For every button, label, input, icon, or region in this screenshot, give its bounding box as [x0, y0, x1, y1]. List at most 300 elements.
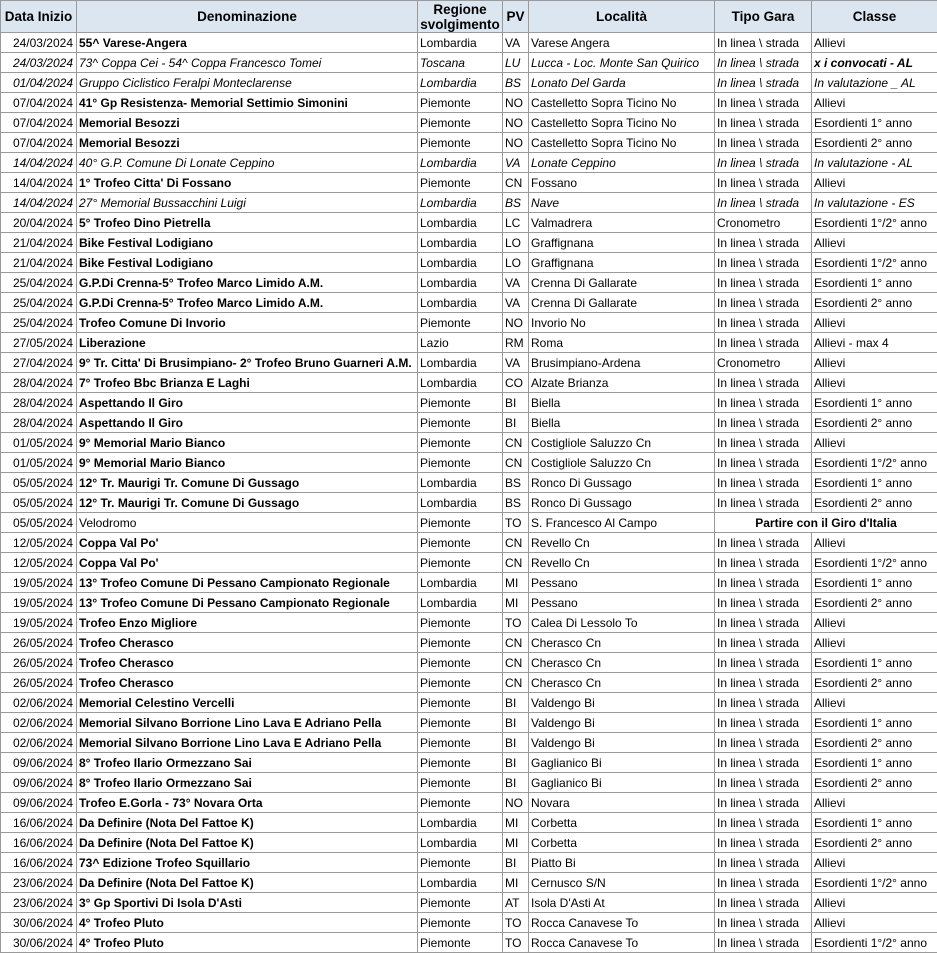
cell-data-inizio: 28/04/2024	[1, 373, 77, 393]
cell-regione: Piemonte	[418, 533, 503, 553]
table-row	[1, 333, 937, 353]
cell-denominazione: 13° Trofeo Comune Di Pessano Campionato Regionale	[77, 573, 418, 593]
cell-denominazione: Aspettando Il Giro	[77, 413, 418, 433]
cell-regione: Lombardia	[418, 273, 503, 293]
cell-classe: Allievi	[812, 373, 937, 393]
cell-regione: Piemonte	[418, 453, 503, 473]
cell-localita: Cherasco Cn	[529, 673, 715, 693]
cell-localita: Biella	[529, 413, 715, 433]
cell-classe: x i convocati - AL	[812, 53, 937, 73]
cell-pv: TO	[503, 913, 529, 933]
cell-pv: NO	[503, 133, 529, 153]
cell-localita: Invorio No	[529, 313, 715, 333]
cell-localita: Costigliole Saluzzo Cn	[529, 453, 715, 473]
header-pv: PV	[503, 1, 529, 33]
cell-pv: BI	[503, 853, 529, 873]
cell-data-inizio: 01/05/2024	[1, 453, 77, 473]
cell-denominazione: 4° Trofeo Pluto	[77, 933, 418, 953]
cell-denominazione: 9° Tr. Citta' Di Brusimpiano- 2° Trofeo Bruno Guarneri A.M.	[77, 353, 418, 373]
cell-regione: Piemonte	[418, 933, 503, 953]
cell-regione: Lazio	[418, 333, 503, 353]
cell-tipo-gara: In linea \ strada	[715, 693, 812, 713]
cell-pv: MI	[503, 813, 529, 833]
cell-data-inizio: 09/06/2024	[1, 753, 77, 773]
cell-tipo-gara: In linea \ strada	[715, 773, 812, 793]
cell-regione: Piemonte	[418, 713, 503, 733]
cell-tipo-gara: In linea \ strada	[715, 733, 812, 753]
cell-classe: Allievi	[812, 353, 937, 373]
cell-pv: BI	[503, 713, 529, 733]
cell-denominazione: 7° Trofeo Bbc Brianza E Laghi	[77, 373, 418, 393]
table-row	[1, 233, 937, 253]
cell-denominazione: Liberazione	[77, 333, 418, 353]
cell-regione: Piemonte	[418, 313, 503, 333]
cell-pv: LC	[503, 213, 529, 233]
cell-regione: Piemonte	[418, 733, 503, 753]
cell-denominazione: Aspettando Il Giro	[77, 393, 418, 413]
cell-pv: MI	[503, 573, 529, 593]
cell-data-inizio: 23/06/2024	[1, 893, 77, 913]
cell-regione: Piemonte	[418, 693, 503, 713]
cell-denominazione: Memorial Besozzi	[77, 133, 418, 153]
cell-tipo-gara: In linea \ strada	[715, 233, 812, 253]
cell-localita: Cherasco Cn	[529, 653, 715, 673]
cell-tipo-gara: Cronometro	[715, 353, 812, 373]
cell-classe: Allievi	[812, 633, 937, 653]
cell-classe: Esordienti 1°/2° anno	[812, 453, 937, 473]
cell-tipo-gara: In linea \ strada	[715, 913, 812, 933]
table-row	[1, 753, 937, 773]
table-row	[1, 493, 937, 513]
cell-localita: Castelletto Sopra Ticino No	[529, 133, 715, 153]
cell-classe: Allievi	[812, 613, 937, 633]
cell-regione: Piemonte	[418, 173, 503, 193]
cell-data-inizio: 14/04/2024	[1, 193, 77, 213]
table-row	[1, 573, 937, 593]
cell-regione: Lombardia	[418, 33, 503, 53]
table-row	[1, 833, 937, 853]
cell-tipo-gara: In linea \ strada	[715, 453, 812, 473]
cell-tipo-gara: In linea \ strada	[715, 413, 812, 433]
cell-pv: VA	[503, 293, 529, 313]
cell-data-inizio: 16/06/2024	[1, 813, 77, 833]
cell-data-inizio: 19/05/2024	[1, 573, 77, 593]
table-row	[1, 173, 937, 193]
cell-data-inizio: 01/04/2024	[1, 73, 77, 93]
cell-regione: Piemonte	[418, 393, 503, 413]
cell-localita: Rocca Canavese To	[529, 933, 715, 953]
cell-localita: Ronco Di Gussago	[529, 493, 715, 513]
cell-data-inizio: 14/04/2024	[1, 173, 77, 193]
table-row	[1, 393, 937, 413]
cell-denominazione: 12° Tr. Maurigi Tr. Comune Di Gussago	[77, 473, 418, 493]
table-row	[1, 533, 937, 553]
cell-localita: S. Francesco Al Campo	[529, 513, 715, 533]
cell-denominazione: Trofeo Cherasco	[77, 673, 418, 693]
table-row	[1, 553, 937, 573]
cell-data-inizio: 25/04/2024	[1, 273, 77, 293]
cell-regione: Lombardia	[418, 253, 503, 273]
cell-regione: Piemonte	[418, 793, 503, 813]
cell-localita: Piatto Bi	[529, 853, 715, 873]
cell-regione: Lombardia	[418, 873, 503, 893]
cell-denominazione: 13° Trofeo Comune Di Pessano Campionato Regionale	[77, 593, 418, 613]
cell-data-inizio: 24/03/2024	[1, 33, 77, 53]
table-row	[1, 353, 937, 373]
cell-classe: Esordienti 2° anno	[812, 493, 937, 513]
cell-classe: Esordienti 1°/2° anno	[812, 933, 937, 953]
cell-classe: In valutazione _ AL	[812, 73, 937, 93]
cell-pv: TO	[503, 613, 529, 633]
table-row	[1, 693, 937, 713]
cell-tipo-gara: In linea \ strada	[715, 273, 812, 293]
cell-pv: CN	[503, 633, 529, 653]
cell-tipo-gara: In linea \ strada	[715, 713, 812, 733]
table-row	[1, 733, 937, 753]
cell-classe: In valutazione - ES	[812, 193, 937, 213]
cell-data-inizio: 07/04/2024	[1, 113, 77, 133]
cell-data-inizio: 05/05/2024	[1, 473, 77, 493]
cell-tipo-gara: In linea \ strada	[715, 133, 812, 153]
cell-data-inizio: 27/05/2024	[1, 333, 77, 353]
cell-tipo-gara: In linea \ strada	[715, 753, 812, 773]
cell-regione: Piemonte	[418, 413, 503, 433]
cell-denominazione: 40° G.P. Comune Di Lonate Ceppino	[77, 153, 418, 173]
cell-denominazione: 4° Trofeo Pluto	[77, 913, 418, 933]
cell-pv: RM	[503, 333, 529, 353]
header-localita: Località	[529, 1, 715, 33]
table-row	[1, 273, 937, 293]
cell-tipo-gara: In linea \ strada	[715, 853, 812, 873]
cell-data-inizio: 09/06/2024	[1, 793, 77, 813]
table-row	[1, 473, 937, 493]
cell-data-inizio: 09/06/2024	[1, 773, 77, 793]
cell-regione: Piemonte	[418, 753, 503, 773]
cell-localita: Roma	[529, 333, 715, 353]
cell-tipo-gara: In linea \ strada	[715, 493, 812, 513]
cell-tipo-gara: In linea \ strada	[715, 333, 812, 353]
cell-localita: Alzate Brianza	[529, 373, 715, 393]
cell-data-inizio: 20/04/2024	[1, 213, 77, 233]
cell-tipo-gara: In linea \ strada	[715, 253, 812, 273]
cell-regione: Lombardia	[418, 373, 503, 393]
cell-pv: BI	[503, 393, 529, 413]
cell-regione: Piemonte	[418, 673, 503, 693]
cell-denominazione: 8° Trofeo Ilario Ormezzano Sai	[77, 773, 418, 793]
cell-denominazione: 27° Memorial Bussacchini Luigi	[77, 193, 418, 213]
cell-tipo-gara: In linea \ strada	[715, 93, 812, 113]
cell-data-inizio: 21/04/2024	[1, 253, 77, 273]
cell-classe: Allievi	[812, 533, 937, 553]
table-row	[1, 153, 937, 173]
cell-tipo-gara: In linea \ strada	[715, 293, 812, 313]
header-data-inizio: Data Inizio	[1, 1, 77, 33]
cell-classe: Allievi	[812, 913, 937, 933]
table-row	[1, 193, 937, 213]
cell-regione: Piemonte	[418, 773, 503, 793]
cell-pv: LO	[503, 253, 529, 273]
cell-classe: Esordienti 1° anno	[812, 393, 937, 413]
cell-regione: Toscana	[418, 53, 503, 73]
cell-denominazione: 1° Trofeo Citta' Di Fossano	[77, 173, 418, 193]
cell-data-inizio: 02/06/2024	[1, 733, 77, 753]
table-row	[1, 73, 937, 93]
cell-regione: Piemonte	[418, 653, 503, 673]
cell-tipo-gara: In linea \ strada	[715, 553, 812, 573]
cell-classe: Allievi	[812, 313, 937, 333]
cell-data-inizio: 26/05/2024	[1, 653, 77, 673]
cell-tipo-gara: In linea \ strada	[715, 393, 812, 413]
cell-pv: CN	[503, 453, 529, 473]
table-row	[1, 253, 937, 273]
cell-pv: AT	[503, 893, 529, 913]
cell-localita: Biella	[529, 393, 715, 413]
cell-pv: TO	[503, 933, 529, 953]
cell-data-inizio: 02/06/2024	[1, 693, 77, 713]
cell-denominazione: Da Definire (Nota Del Fattoe K)	[77, 833, 418, 853]
cell-localita: Fossano	[529, 173, 715, 193]
cell-denominazione: 12° Tr. Maurigi Tr. Comune Di Gussago	[77, 493, 418, 513]
table-row	[1, 113, 937, 133]
cell-classe: Esordienti 2° anno	[812, 293, 937, 313]
cell-data-inizio: 12/05/2024	[1, 553, 77, 573]
cell-classe: Esordienti 1° anno	[812, 813, 937, 833]
cell-tipo-gara: In linea \ strada	[715, 73, 812, 93]
cell-localita: Calea Di Lessolo To	[529, 613, 715, 633]
cell-data-inizio: 07/04/2024	[1, 133, 77, 153]
cell-tipo-gara: In linea \ strada	[715, 573, 812, 593]
table-row	[1, 93, 937, 113]
cell-denominazione: Trofeo Enzo Migliore	[77, 613, 418, 633]
cell-regione: Lombardia	[418, 193, 503, 213]
cell-localita: Cernusco S/N	[529, 873, 715, 893]
table-row	[1, 513, 937, 533]
cell-denominazione: 9° Memorial Mario Bianco	[77, 433, 418, 453]
table-row	[1, 633, 937, 653]
cell-pv: VA	[503, 153, 529, 173]
cell-localita: Valmadrera	[529, 213, 715, 233]
cell-denominazione: Bike Festival Lodigiano	[77, 253, 418, 273]
cell-data-inizio: 28/04/2024	[1, 413, 77, 433]
cell-regione: Lombardia	[418, 493, 503, 513]
cell-classe: Allievi	[812, 693, 937, 713]
cell-classe: Esordienti 1° anno	[812, 713, 937, 733]
cell-pv: BI	[503, 733, 529, 753]
cell-denominazione: 73^ Edizione Trofeo Squillario	[77, 853, 418, 873]
cell-tipo-gara: In linea \ strada	[715, 813, 812, 833]
cell-denominazione: 73^ Coppa Cei - 54^ Coppa Francesco Tomei	[77, 53, 418, 73]
cell-pv: VA	[503, 353, 529, 373]
header-denominazione: Denominazione	[77, 1, 418, 33]
cell-data-inizio: 19/05/2024	[1, 613, 77, 633]
cell-classe: Allievi	[812, 433, 937, 453]
cell-classe: Esordienti 1°/2° anno	[812, 873, 937, 893]
cell-localita: Castelletto Sopra Ticino No	[529, 113, 715, 133]
cell-regione: Piemonte	[418, 433, 503, 453]
cell-pv: BI	[503, 693, 529, 713]
table-row	[1, 453, 937, 473]
cell-localita: Isola D'Asti At	[529, 893, 715, 913]
cell-localita: Lonate Ceppino	[529, 153, 715, 173]
table-row	[1, 933, 937, 953]
cell-data-inizio: 21/04/2024	[1, 233, 77, 253]
cell-data-inizio: 25/04/2024	[1, 293, 77, 313]
cell-pv: NO	[503, 113, 529, 133]
cell-denominazione: Memorial Besozzi	[77, 113, 418, 133]
cell-localita: Corbetta	[529, 813, 715, 833]
header-row	[1, 1, 937, 33]
cell-regione: Lombardia	[418, 573, 503, 593]
cell-classe: Esordienti 1°/2° anno	[812, 553, 937, 573]
cell-regione: Piemonte	[418, 113, 503, 133]
cell-localita: Castelletto Sopra Ticino No	[529, 93, 715, 113]
cell-regione: Lombardia	[418, 293, 503, 313]
cell-pv: LO	[503, 233, 529, 253]
cell-data-inizio: 05/05/2024	[1, 493, 77, 513]
cell-regione: Lombardia	[418, 353, 503, 373]
table-row	[1, 893, 937, 913]
cell-denominazione: Memorial Silvano Borrione Lino Lava E Adriano Pella	[77, 733, 418, 753]
cell-regione: Lombardia	[418, 73, 503, 93]
cell-pv: CN	[503, 653, 529, 673]
cell-denominazione: Memorial Silvano Borrione Lino Lava E Adriano Pella	[77, 713, 418, 733]
table-row	[1, 33, 937, 53]
cell-regione: Lombardia	[418, 593, 503, 613]
cell-classe: Esordienti 1° anno	[812, 573, 937, 593]
cell-pv: NO	[503, 313, 529, 333]
cell-classe: Allievi - max 4	[812, 333, 937, 353]
cell-data-inizio: 07/04/2024	[1, 93, 77, 113]
cell-localita: Pessano	[529, 573, 715, 593]
cell-pv: TO	[503, 513, 529, 533]
cell-denominazione: 5° Trofeo Dino Pietrella	[77, 213, 418, 233]
table-row	[1, 773, 937, 793]
cell-denominazione: Bike Festival Lodigiano	[77, 233, 418, 253]
cell-pv: MI	[503, 833, 529, 853]
cell-denominazione: Velodromo	[77, 513, 418, 533]
table-row	[1, 713, 937, 733]
cell-localita: Lonato Del Garda	[529, 73, 715, 93]
cell-localita: Revello Cn	[529, 553, 715, 573]
cell-localita: Brusimpiano-Ardena	[529, 353, 715, 373]
table-row	[1, 313, 937, 333]
cell-regione: Piemonte	[418, 913, 503, 933]
table-row	[1, 293, 937, 313]
cell-denominazione: 8° Trofeo Ilario Ormezzano Sai	[77, 753, 418, 773]
cell-tipo-gara: In linea \ strada	[715, 793, 812, 813]
cell-classe: Esordienti 1°/2° anno	[812, 253, 937, 273]
cell-pv: LU	[503, 53, 529, 73]
cell-tipo-gara: In linea \ strada	[715, 33, 812, 53]
cell-classe: Esordienti 1° anno	[812, 653, 937, 673]
table-row	[1, 53, 937, 73]
cell-data-inizio: 30/06/2024	[1, 933, 77, 953]
cell-tipo-gara: In linea \ strada	[715, 113, 812, 133]
cell-classe: Allievi	[812, 33, 937, 53]
cell-pv: CN	[503, 173, 529, 193]
cell-localita: Graffignana	[529, 233, 715, 253]
cell-classe: Esordienti 1° anno	[812, 113, 937, 133]
cell-classe: Allievi	[812, 853, 937, 873]
cell-denominazione: Memorial Celestino Vercelli	[77, 693, 418, 713]
cell-localita: Rocca Canavese To	[529, 913, 715, 933]
cell-localita: Revello Cn	[529, 533, 715, 553]
cell-regione: Lombardia	[418, 233, 503, 253]
cell-denominazione: G.P.Di Crenna-5° Trofeo Marco Limido A.M.	[77, 293, 418, 313]
table-row	[1, 413, 937, 433]
cell-localita: Nave	[529, 193, 715, 213]
cell-classe: Esordienti 2° anno	[812, 413, 937, 433]
cell-localita: Graffignana	[529, 253, 715, 273]
cell-tipo-gara: In linea \ strada	[715, 313, 812, 333]
cell-classe: Esordienti 2° anno	[812, 733, 937, 753]
table-row	[1, 213, 937, 233]
cell-data-inizio: 23/06/2024	[1, 873, 77, 893]
cell-classe: Esordienti 2° anno	[812, 673, 937, 693]
cell-classe: In valutazione - AL	[812, 153, 937, 173]
cell-tipo-gara: In linea \ strada	[715, 473, 812, 493]
cell-data-inizio: 02/06/2024	[1, 713, 77, 733]
cell-denominazione: 9° Memorial Mario Bianco	[77, 453, 418, 473]
cell-tipo-gara: In linea \ strada	[715, 933, 812, 953]
cell-classe: Esordienti 1°/2° anno	[812, 213, 937, 233]
cell-localita: Valdengo Bi	[529, 693, 715, 713]
cell-tipo-gara: In linea \ strada	[715, 153, 812, 173]
table-row	[1, 673, 937, 693]
cell-localita: Corbetta	[529, 833, 715, 853]
cell-tipo-gara: In linea \ strada	[715, 173, 812, 193]
cell-pv: BI	[503, 773, 529, 793]
cell-denominazione: Gruppo Ciclistico Feralpi Monteclarense	[77, 73, 418, 93]
cell-tipo-gara: In linea \ strada	[715, 593, 812, 613]
cell-pv: CN	[503, 553, 529, 573]
cell-data-inizio: 16/06/2024	[1, 853, 77, 873]
cell-localita: Crenna Di Gallarate	[529, 293, 715, 313]
cell-denominazione: Trofeo E.Gorla - 73° Novara Orta	[77, 793, 418, 813]
cell-pv: NO	[503, 793, 529, 813]
cell-classe: Allievi	[812, 173, 937, 193]
header-classe: Classe	[812, 1, 937, 33]
header-regione-line: svolgimento	[420, 17, 500, 32]
cell-localita: Gaglianico Bi	[529, 753, 715, 773]
cell-tipo-gara: In linea \ strada	[715, 633, 812, 653]
header-tipo-gara: Tipo Gara	[715, 1, 812, 33]
cell-denominazione: 41° Gp Resistenza- Memorial Settimio Simonini	[77, 93, 418, 113]
cell-data-inizio: 01/05/2024	[1, 433, 77, 453]
cell-classe: Esordienti 1° anno	[812, 273, 937, 293]
cell-pv: BI	[503, 753, 529, 773]
cell-denominazione: 3° Gp Sportivi Di Isola D'Asti	[77, 893, 418, 913]
cell-classe: Esordienti 1° anno	[812, 753, 937, 773]
cell-classe: Allievi	[812, 793, 937, 813]
cell-tipo-gara: In linea \ strada	[715, 433, 812, 453]
cell-localita: Costigliole Saluzzo Cn	[529, 433, 715, 453]
cell-denominazione: Trofeo Comune Di Invorio	[77, 313, 418, 333]
cell-tipo-gara: Cronometro	[715, 213, 812, 233]
cell-classe: Allievi	[812, 93, 937, 113]
cell-data-inizio: 16/06/2024	[1, 833, 77, 853]
cell-regione: Lombardia	[418, 213, 503, 233]
cell-pv: BS	[503, 493, 529, 513]
cell-regione: Lombardia	[418, 473, 503, 493]
cell-pv: MI	[503, 873, 529, 893]
cell-denominazione: Da Definire (Nota Del Fattoe K)	[77, 813, 418, 833]
cell-tipo-gara: In linea \ strada	[715, 613, 812, 633]
cell-regione: Piemonte	[418, 513, 503, 533]
cell-tipo-gara: In linea \ strada	[715, 653, 812, 673]
cell-classe: Esordienti 2° anno	[812, 833, 937, 853]
cell-data-inizio: 12/05/2024	[1, 533, 77, 553]
